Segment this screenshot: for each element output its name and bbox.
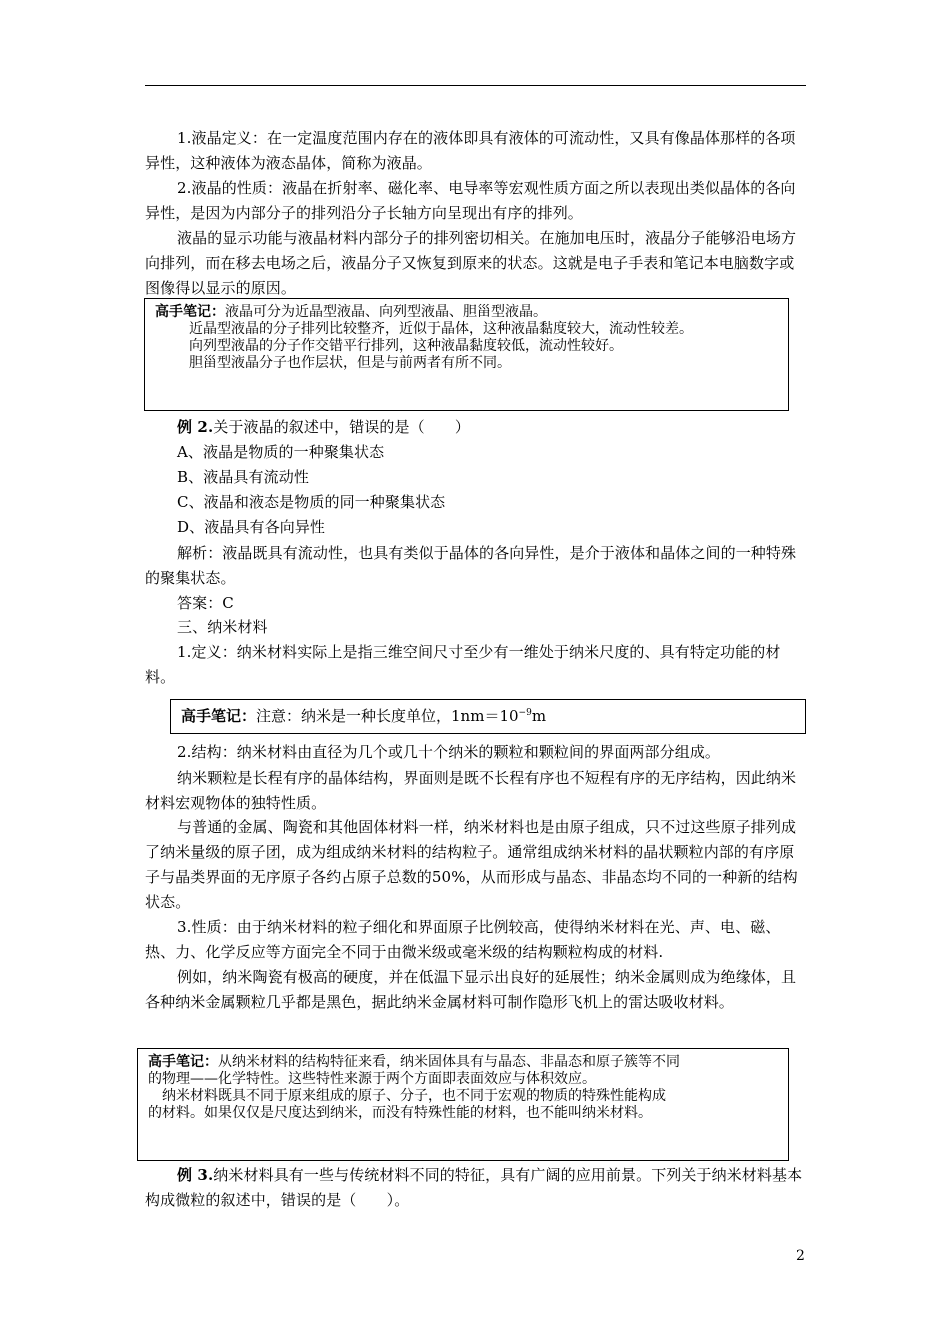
example-2-question: 例 2.关于液晶的叙述中，错误的是（ ） [177, 418, 470, 436]
header-rule [145, 85, 806, 86]
note-text: m [531, 707, 547, 725]
note-label: 高手笔记： [155, 304, 225, 320]
note-box-nano-structure [137, 1048, 789, 1161]
example-3-question: 例 3.纳米材料具有一些与传统材料不同的特征，具有广阔的应用前景。下列关于纳米材料基本构成微粒的叙述中，错误的是（ ）。 [145, 1166, 803, 1209]
option-c: C、液晶和液态是物质的同一种聚集状态 [177, 493, 446, 511]
note-box-nanometer [170, 699, 806, 734]
note-text: 近晶型液晶的分子排列比较整齐，近似于晶体，这种液晶黏度较大，流动性较差。 [189, 321, 693, 337]
nano-structure: 2.结构：纳米材料由直径为几个或几十个纳米的颗粒和颗粒间的界面两部分组成。 [177, 743, 721, 761]
example-2-analysis: 解析：液晶既具有流动性，也具有类似于晶体的各向异性，是介于液体和晶体之间的一种特殊的聚集状态。 [145, 544, 797, 587]
page-number: 2 [796, 1248, 805, 1264]
lc-display: 液晶的显示功能与液晶材料内部分子的排列密切相关。在施加电压时，液晶分子能够沿电场方向排列，而在移去电场之后，液晶分子又恢复到原来的状态。这就是电子手表和笔记本电脑数字或图像得以显示的原因。 [145, 229, 797, 297]
lc-property: 2.液晶的性质：液晶在折射率、磁化率、电导率等宏观性质方面之所以表现出类似晶体的各向异性，是因为内部分子的排列沿分子长轴方向呈现出有序的排列。 [145, 179, 796, 222]
option-d: D、液晶具有各向异性 [177, 518, 326, 536]
nano-example: 例如，纳米陶瓷有极高的硬度，并在低温下显示出良好的延展性；纳米金属则成为绝缘体，且各种纳米金属颗粒几乎都是黑色，据此纳米金属材料可制作隐形飞机上的雷达吸收材料。 [145, 968, 797, 1011]
example-2-answer: 答案：C [177, 594, 234, 612]
example-label: 例 3. [177, 1166, 214, 1184]
nano-definition: 1.定义：纳米材料实际上是指三维空间尺寸至少有一维处于纳米尺度的、具有特定功能的材料。 [145, 643, 781, 686]
option-a: A、液晶是物质的一种聚集状态 [177, 443, 385, 461]
note-text: 纳米材料既具不同于原来组成的原子、分子，也不同于宏观的物质的特殊性能构成 [162, 1088, 666, 1104]
note-text: 向列型液晶的分子作交错平行排列，这种液晶黏度较低，流动性较好。 [189, 338, 623, 354]
nano-composition: 与普通的金属、陶瓷和其他固体材料一样，纳米材料也是由原子组成，只不过这些原子排列成了纳米量级的原子团，成为组成纳米材料的结构粒子。通常组成纳米材料的晶状颗粒内部的有序原子与晶类界面的无序原子各约占原子总数的50%，从而形成与晶态、非晶态均不同的一种新的结构状态。 [145, 818, 798, 911]
note-text: 注意：纳米是一种长度单位，1nm＝10 [256, 707, 519, 725]
lc-definition: 1.液晶定义：在一定温度范围内存在的液体即具有液体的可流动性，又具有像晶体那样的各项异性，这种液体为液态晶体，简称为液晶。 [145, 129, 796, 172]
note-text: 的物理——化学特性。这些特性来源于两个方面即表面效应与体积效应。 [148, 1071, 596, 1087]
note-text: 胆甾型液晶分子也作层状，但是与前两者有所不同。 [189, 355, 511, 371]
section-heading: 三、纳米材料 [177, 618, 268, 636]
note-box-liquid-crystal [144, 298, 789, 411]
note-label: 高手笔记： [181, 707, 257, 725]
nano-property: 3.性质：由于纳米材料的粒子细化和界面原子比例较高，使得纳米材料在光、声、电、磁、热、力、化学反应等方面完全不同于由微米级或毫米级的结构颗粒构成的材料. [145, 918, 781, 961]
note-label: 高手笔记： [148, 1054, 218, 1070]
example-label: 例 2. [177, 418, 214, 436]
note-exponent: −9 [518, 708, 532, 718]
note-text: 从纳米材料的结构特征来看，纳米固体具有与晶态、非晶态和原子簇等不同 [218, 1054, 680, 1070]
option-b: B、液晶具有流动性 [177, 468, 309, 486]
note-text: 的材料。如果仅仅是尺度达到纳米，而没有特殊性能的材料，也不能叫纳米材料。 [148, 1105, 652, 1121]
nano-particles: 纳米颗粒是长程有序的晶体结构，界面则是既不长程有序也不短程有序的无序结构，因此纳米材料宏观物体的独特性质。 [145, 769, 797, 812]
note-text: 液晶可分为近晶型液晶、向列型液晶、胆甾型液晶。 [225, 304, 547, 320]
